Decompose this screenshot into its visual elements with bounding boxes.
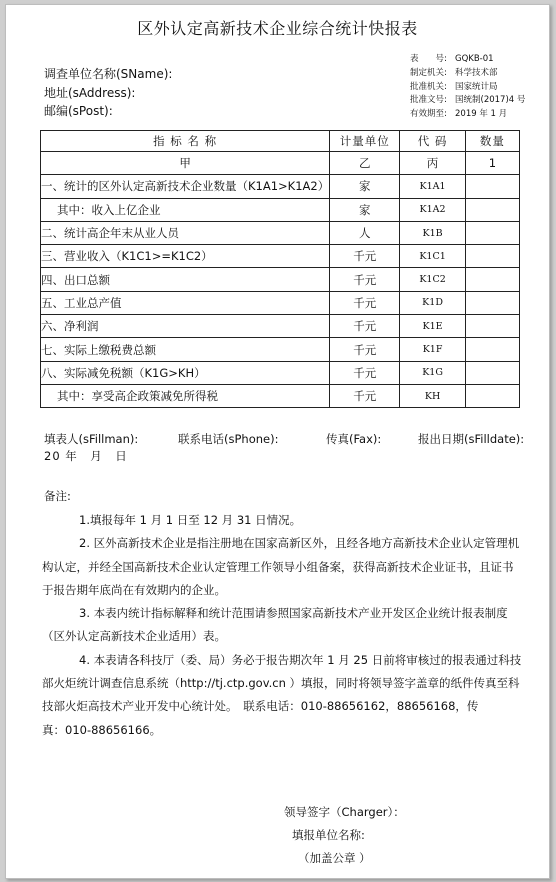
quantity-cell[interactable] — [465, 245, 519, 268]
notes-heading: 备注: — [44, 489, 71, 503]
indicator-unit: 人 — [330, 221, 400, 244]
indicator-name: 五、工业总产值 — [41, 291, 330, 314]
leader-signature-label: 领导签字（Charger）： — [284, 805, 405, 819]
indicator-code: K1E — [400, 315, 466, 338]
phone-label: 联系电话(sPhone): — [178, 432, 279, 446]
filling-unit-label: 填报单位名称: — [292, 828, 365, 842]
table-row — [41, 268, 520, 291]
quantity-cell[interactable] — [465, 291, 519, 314]
table-row — [41, 175, 520, 198]
form-meta — [410, 53, 525, 122]
indicator-name: 一、统计的区外认定高新技术企业数量（K1A1>K1A2） — [41, 175, 330, 198]
indicator-code: K1F — [400, 338, 466, 361]
table-row — [41, 291, 520, 314]
indicator-name: 四、出口总额 — [41, 268, 330, 291]
indicator-unit: 千元 — [330, 338, 400, 361]
report-page — [5, 4, 550, 879]
quantity-cell[interactable] — [465, 384, 519, 407]
indicator-unit: 千元 — [330, 291, 400, 314]
indicator-name: 其中：享受高企政策减免所得税 — [41, 384, 330, 407]
meta-row: 有效期至: 2019 年 1 月 — [410, 109, 508, 120]
unit-name-label: 调查单位名称(SName): — [44, 67, 173, 81]
quantity-cell[interactable] — [465, 338, 519, 361]
col-header-unit: 计量单位 — [330, 131, 400, 152]
indicator-name: 七、实际上缴税费总额 — [41, 338, 330, 361]
indicator-unit: 千元 — [330, 245, 400, 268]
indicator-name: 二、统计高企年末从业人员 — [41, 221, 330, 244]
report-date-label: 报出日期(sFilldate): — [418, 432, 525, 446]
indicator-unit: 千元 — [330, 384, 400, 407]
table-row — [41, 198, 520, 221]
report-date-value: 20 年 月 日 — [44, 449, 128, 463]
table-header-row — [41, 131, 520, 152]
table-row — [41, 245, 520, 268]
note-item: 2. 区外高新技术企业是指注册地在国家高新区外，且经各地方高新技术企业认定管理机构认定，并经全国高新技术企业认定管理工作领导小组备案，获得高新技术企业证书，且证书于报告期年底尚在有效期内的企业。 — [42, 536, 520, 597]
subheader-cell: 丙 — [400, 152, 466, 175]
meta-row: 表 号: GQKB-01 — [410, 54, 494, 64]
filler-label: 填表人(sFillman): — [44, 432, 139, 446]
quantity-cell[interactable] — [465, 361, 519, 384]
quantity-cell[interactable] — [465, 221, 519, 244]
indicator-code: K1D — [400, 291, 466, 314]
indicator-unit: 家 — [330, 198, 400, 221]
indicator-name: 其中：收入上亿企业 — [41, 198, 330, 221]
notes-list — [42, 509, 524, 742]
table-row — [41, 338, 520, 361]
indicator-unit: 千元 — [330, 315, 400, 338]
table-row — [41, 361, 520, 384]
quantity-cell[interactable] — [465, 175, 519, 198]
indicator-code: KH — [400, 384, 466, 407]
meta-row: 批准文号: 国统制(2017)4 号 — [410, 95, 526, 106]
statistics-table — [40, 130, 520, 408]
fax-label: 传真(Fax): — [326, 432, 382, 446]
indicator-code: K1B — [400, 221, 466, 244]
indicator-code: K1C2 — [400, 268, 466, 291]
note-item: 4. 本表请各科技厅（委、局）务必于报告期次年 1 月 25 日前将审核过的报表通过科技部火炬统计调查信息系统（http://tj.ctp.gov.cn ）填报，同时将领导签字盖章的纸件传真至科技部火炬高技术产业开发中心统计处。 联系电话：010-88656162，88656168，传 真：010-88656166。 — [42, 652, 522, 737]
indicator-code: K1C1 — [400, 245, 466, 268]
note-item: 3. 本表内统计指标解释和统计范围请参照国家高新技术产业开发区企业统计报表制度（区外认定高新技术企业适用）表。 — [42, 606, 508, 644]
col-header-qty: 数量 — [465, 131, 519, 152]
indicator-unit: 千元 — [330, 268, 400, 291]
indicator-code: K1G — [400, 361, 466, 384]
indicator-name: 三、营业收入（K1C1>=K1C2） — [41, 245, 330, 268]
subheader-cell: 甲 — [41, 152, 330, 175]
quantity-cell[interactable] — [465, 315, 519, 338]
note-item: 1.填报每年 1 月 1 日至 12 月 31 日情况。 — [79, 513, 302, 527]
indicator-code: K1A2 — [400, 198, 466, 221]
col-header-code: 代 码 — [400, 131, 466, 152]
indicator-unit: 家 — [330, 175, 400, 198]
address-label: 地址(sAddress): — [44, 85, 136, 100]
col-header-name: 指 标 名 称 — [41, 131, 330, 152]
indicator-code: K1A1 — [400, 175, 466, 198]
unit-info — [44, 65, 172, 121]
indicator-name: 六、净利润 — [41, 315, 330, 338]
table-subheader-row — [41, 152, 520, 175]
meta-row: 批准机关: 国家统计局 — [410, 81, 498, 92]
table-row — [41, 384, 520, 407]
quantity-cell[interactable] — [465, 198, 519, 221]
page-title: 区外认定高新技术企业综合统计快报表 — [137, 19, 418, 38]
indicator-unit: 千元 — [330, 361, 400, 384]
quantity-cell[interactable] — [465, 268, 519, 291]
meta-row: 制定机关: 科学技术部 — [410, 67, 498, 78]
table-row — [41, 221, 520, 244]
subheader-cell: 乙 — [330, 152, 400, 175]
seal-label: （加盖公章 ） — [298, 851, 371, 865]
table-row — [41, 315, 520, 338]
subheader-cell: 1 — [465, 152, 519, 175]
indicator-name: 八、实际减免税额（K1G>KH） — [41, 361, 330, 384]
postcode-label: 邮编(sPost): — [44, 104, 113, 118]
